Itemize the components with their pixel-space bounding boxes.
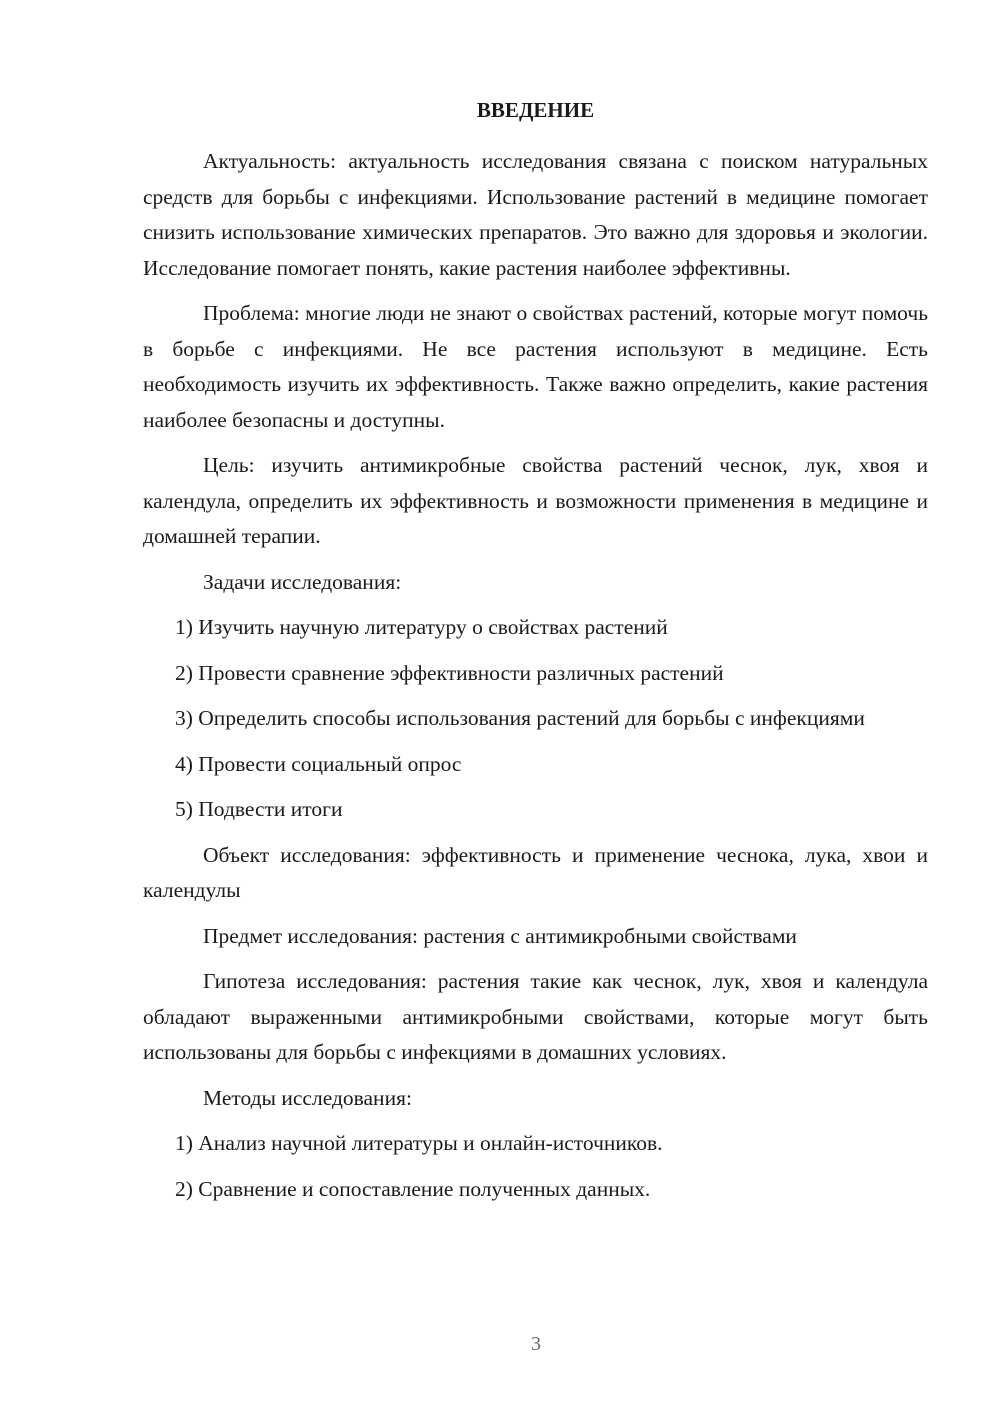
problem-paragraph: Проблема: многие люди не знают о свойствах растений, которые могут помочь в борьбе с инфекциями. Не все растения используют в медицине. Есть необходимость изучить их эффективность. Также важно определить, какие растения наиболее безопасны и доступны.: [143, 301, 928, 432]
page-title: ВВЕДЕНИЕ: [476, 98, 595, 122]
method-item: 2) Сравнение и сопоставление полученных данных.: [175, 1176, 651, 1201]
page-number: 3: [531, 1333, 541, 1355]
task-item: 4) Провести социальный опрос: [175, 751, 462, 776]
tasks-heading: Задачи исследования:: [203, 569, 402, 594]
task-item: 5) Подвести итоги: [175, 797, 343, 821]
methods-heading: Методы исследования:: [203, 1085, 412, 1110]
relevance-paragraph: Актуальность: актуальность исследования связана с поиском натуральных средств для борьбы с инфекциями. Использование растений в медицине помогает снизить использование химических препаратов. Это важно для здоровья и экологии. Исследование помогает понять, какие растения наиболее эффективны.: [143, 149, 928, 280]
hypothesis-paragraph: Гипотеза исследования: растения такие как чеснок, лук, хвоя и календула обладают выраженными антимикробными свойствами, которые могут быть использованы для борьбы с инфекциями в домашних условиях.: [143, 969, 928, 1064]
task-item: 1) Изучить научную литературу о свойствах растений: [175, 615, 668, 639]
goal-paragraph: Цель: изучить антимикробные свойства растений чеснок, лук, хвоя и календула, определить их эффективность и возможности применения в медицине и домашней терапии.: [143, 453, 928, 548]
task-item: 3) Определить способы использования растений для борьбы с инфекциями: [175, 706, 865, 730]
task-item: 2) Провести сравнение эффективности различных растений: [175, 660, 724, 685]
subject-paragraph: Предмет исследования: растения с антимикробными свойствами: [203, 923, 797, 948]
method-item: 1) Анализ научной литературы и онлайн-источников.: [175, 1131, 663, 1155]
document-page: [143, 90, 928, 1217]
object-paragraph: Объект исследования: эффективность и применение чеснока, лука, хвои и календулы: [143, 842, 928, 902]
